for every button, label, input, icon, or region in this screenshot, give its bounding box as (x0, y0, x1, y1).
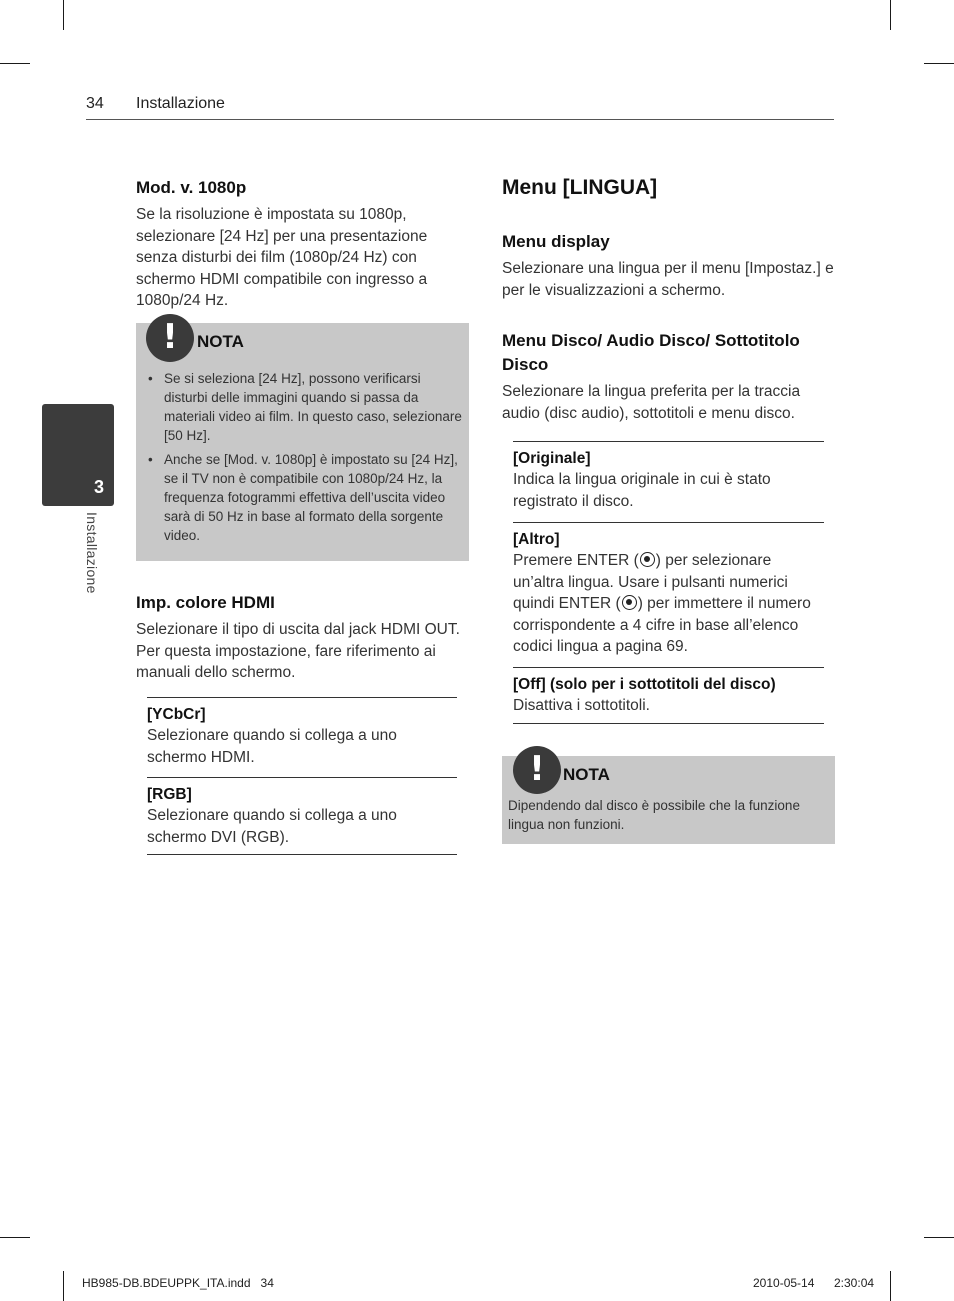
chapter-label: Installazione (84, 512, 100, 594)
option-ycbcr (147, 697, 457, 778)
option-title: [YCbCr] (147, 706, 206, 723)
page-header (86, 94, 834, 120)
option-text: Selezionare quando si collega a uno schermo DVI (RGB). (147, 807, 397, 846)
hdmi-heading: Imp. colore HDMI (136, 593, 275, 612)
enter-button-icon (640, 552, 655, 567)
option-off (513, 667, 824, 724)
option-title: [Originale] (513, 450, 591, 467)
option-title: [Altro] (513, 531, 560, 548)
footer-file: HB985-DB.BDEUPPK_ITA.indd 34 (82, 1276, 274, 1290)
note-text: Dipendendo dal disco è possibile che la funzione lingua non funzioni. (508, 798, 800, 832)
menu-heading: Menu [LINGUA] (502, 176, 658, 199)
option-text: Indica la lingua originale in cui è stato registrato il disco. (513, 471, 771, 510)
page-section-title: Installazione (136, 95, 225, 112)
note-title: NOTA (563, 765, 610, 784)
crop-mark (890, 1271, 891, 1301)
chapter-tab (42, 404, 114, 506)
crop-mark (0, 1237, 30, 1238)
hdmi-section (136, 591, 470, 684)
note-list (142, 369, 464, 550)
list-item: • Se si seleziona [24 Hz], possono verificarsi disturbi delle immagini quando si passa da materiali video ai film. In questo caso, selezionare [50 Hz]. (148, 371, 462, 443)
crop-mark (0, 63, 30, 64)
mod-text: Se la risoluzione è impostata su 1080p, selezionare [24 Hz] per una presentazione senza disturbi dei film (1080p/24 Hz) con schermo HDMI compatibile con ingresso a 1080p/24 Hz. (136, 206, 428, 309)
footer-time: 2:30:04 (834, 1276, 875, 1290)
warning-icon: ! (146, 314, 194, 362)
option-title: [Off] (solo per i sottotitoli del disco) (513, 676, 776, 693)
option-title: [RGB] (147, 786, 192, 803)
option-text: Selezionare quando si collega a uno schermo HDMI. (147, 727, 397, 766)
option-altro (513, 522, 824, 668)
disc-heading: Menu Disco/ Audio Disco/ Sottotitolo Disco (502, 331, 800, 374)
option-text: Disattiva i sottotitoli. (513, 697, 650, 714)
option-text: Premere ENTER ( ) per selezionare un’altra lingua. Usare i pulsanti numerici quindi ENTER ( ) per immettere il numero corrispondente a 4 cifre in base all’elenco codici lingua a pagina 69. (513, 552, 811, 655)
mod-heading: Mod. v. 1080p (136, 178, 247, 197)
note-box (136, 317, 469, 561)
crop-mark (924, 1237, 954, 1238)
left-column (136, 176, 470, 312)
list-item: • Anche se [Mod. v. 1080p] è impostato su [24 Hz], se il TV non è compatibile con 1080p/24 Hz, la frequenza fotogrammi effettiva dell’uscita video sarà di 50 Hz in base al formato della sorgente video. (148, 452, 458, 543)
crop-mark (890, 0, 891, 30)
enter-button-icon (622, 595, 637, 610)
disc-text: Selezionare la lingua preferita per la traccia audio (disc audio), sottotitoli e menu disco. (502, 383, 801, 422)
crop-mark (63, 1271, 64, 1301)
option-originale (513, 441, 824, 523)
chapter-number: 3 (93, 477, 104, 497)
page-number: 34 (86, 95, 104, 112)
display-heading: Menu display (502, 232, 610, 251)
hdmi-text: Selezionare il tipo di uscita dal jack HDMI OUT. Per questa impostazione, fare riferimento ai manuali dello schermo. (136, 621, 460, 681)
display-text: Selezionare una lingua per il menu [Impostaz.] e per le visualizzazioni a schermo. (502, 260, 834, 299)
footer-date: 2010-05-14 (753, 1276, 815, 1290)
right-column (502, 176, 835, 424)
note-title: NOTA (197, 332, 244, 351)
crop-mark (63, 0, 64, 30)
note-box (502, 749, 835, 844)
crop-mark (924, 63, 954, 64)
option-rgb (147, 777, 457, 855)
warning-icon: ! (513, 746, 561, 794)
